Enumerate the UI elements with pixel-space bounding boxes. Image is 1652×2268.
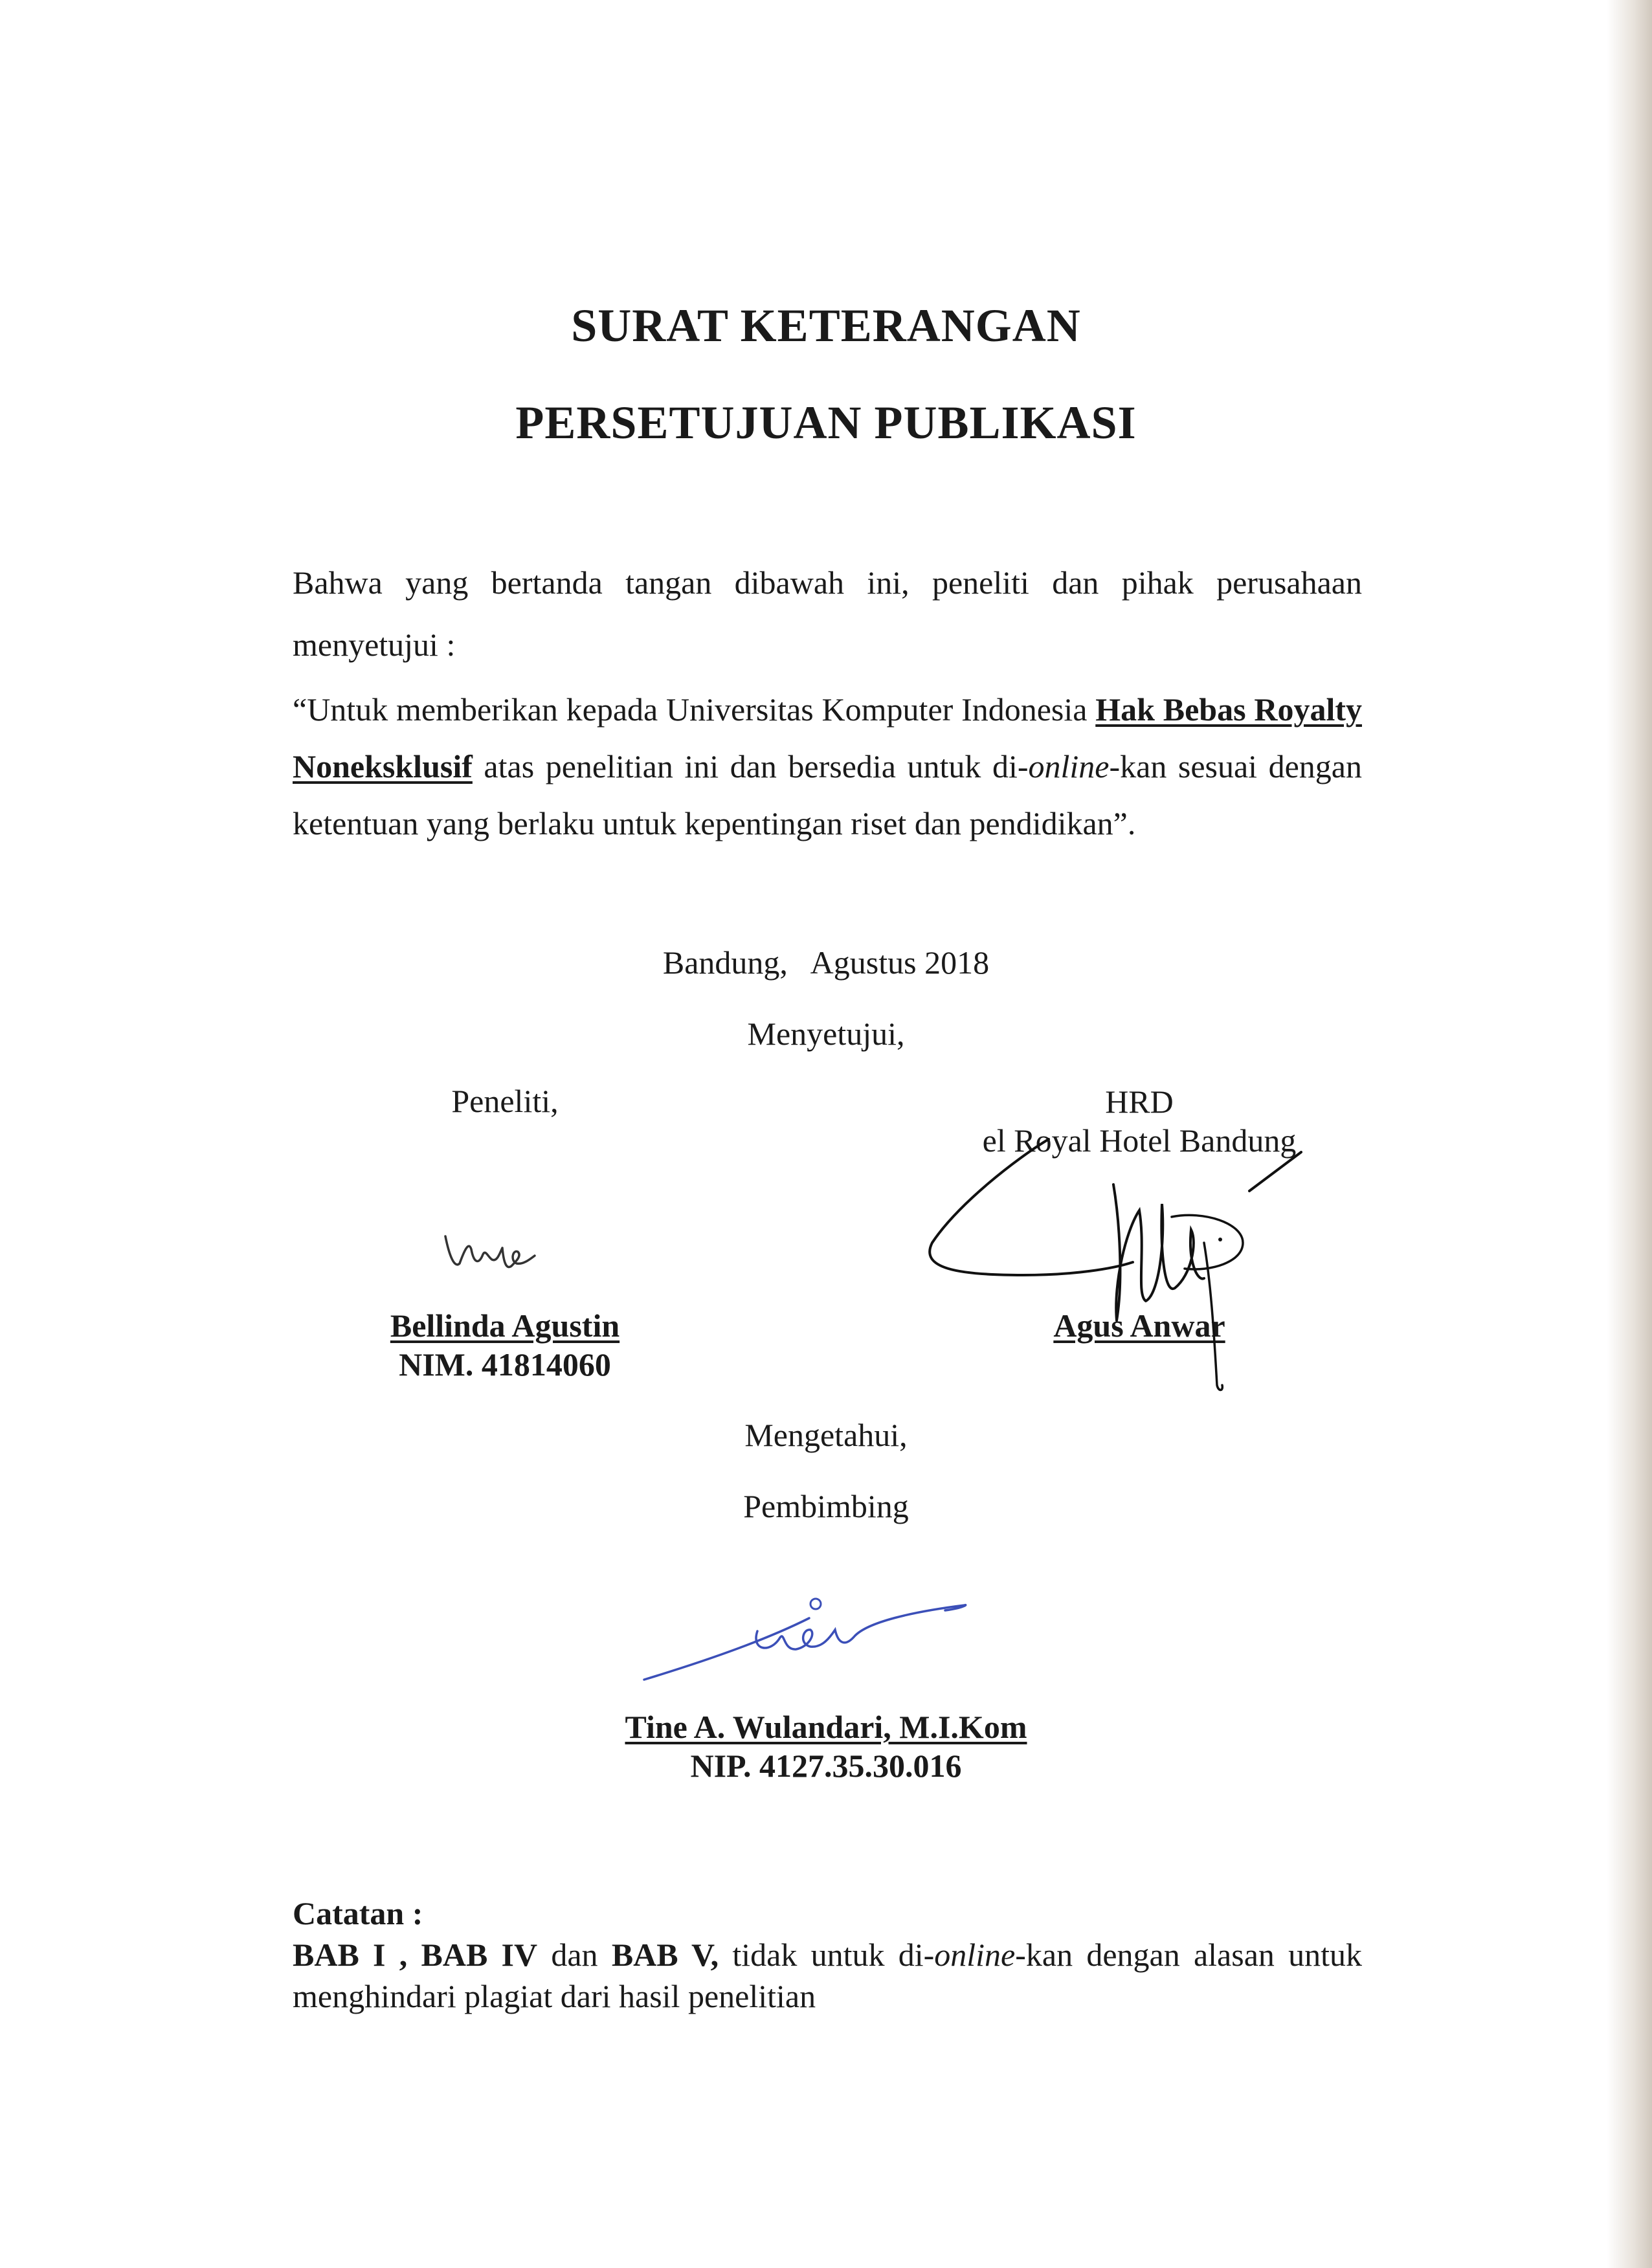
hrd-signature (919, 1113, 1321, 1411)
title-line-2: PERSETUJUAN PUBLIKASI (515, 397, 1137, 449)
researcher-block (343, 1306, 667, 1384)
researcher-signature (440, 1223, 544, 1282)
place-date: Bandung, Agustus 2018 (662, 944, 990, 981)
note-line-1 (293, 1934, 1362, 1975)
note-italic: online (934, 1937, 1016, 1973)
note-sep-1: , (385, 1937, 421, 1973)
quote-italic: online (1028, 748, 1110, 784)
advisor-name: Tine A. Wulandari, M.I.Kom (625, 1709, 1027, 1745)
know-label: Mengetahui, (744, 1417, 908, 1453)
note-section (293, 1893, 1362, 2017)
hrd-org: el Royal Hotel Bandung (982, 1122, 1297, 1159)
researcher-name: Bellinda Agustin (390, 1307, 620, 1344)
quote-text-3: -kan sesuai dengan (1109, 748, 1362, 784)
advisor-signature (641, 1579, 977, 1689)
quote-bold-1: Hak Bebas Royalty (1095, 691, 1362, 728)
quote-line-1 (293, 681, 1362, 738)
quote-text-1: “Untuk memberikan kepada Universitas Komputer Indonesia (293, 691, 1096, 728)
quote-text-2: atas penelitian ini dan bersedia untuk di- (472, 748, 1029, 784)
note-text-1: tidak untuk di- (719, 1937, 935, 1973)
researcher-role: Peneliti, (451, 1083, 559, 1119)
title-line-1: SURAT KETERANGAN (571, 300, 1081, 351)
note-bab-4: BAB IV (421, 1937, 538, 1973)
note-bab-1: BAB I (293, 1937, 386, 1973)
researcher-id: NIM. 41814060 (399, 1346, 611, 1383)
note-dan: dan (537, 1937, 612, 1973)
advisor-id: NIP. 4127.35.30.016 (690, 1748, 962, 1784)
quote-line-3: ketentuan yang berlaku untuk kepentingan riset dan pendidikan”. (293, 805, 1136, 841)
note-text-2: -kan dengan alasan untuk (1015, 1937, 1363, 1973)
approve-label: Menyetujui, (747, 1016, 905, 1052)
note-label: Catatan : (293, 1895, 423, 1931)
intro-paragraph (293, 551, 1362, 676)
quote-paragraph (293, 681, 1362, 852)
intro-line-2: menyetujui : (293, 627, 456, 663)
quote-line-2 (293, 738, 1362, 795)
intro-line-1: Bahwa yang bertanda tangan dibawah ini, peneliti dan pihak perusahaan (293, 564, 1362, 601)
advisor-role: Pembimbing (743, 1488, 909, 1524)
quote-bold-2: Noneksklusif (293, 748, 473, 784)
advisor-block (502, 1707, 1150, 1785)
note-bab-5: BAB V, (611, 1937, 719, 1973)
hrd-role: HRD (1105, 1084, 1174, 1120)
hrd-name: Agus Anwar (1053, 1307, 1225, 1344)
note-line-2: menghindari plagiat dari hasil penelitian (293, 1978, 816, 2014)
